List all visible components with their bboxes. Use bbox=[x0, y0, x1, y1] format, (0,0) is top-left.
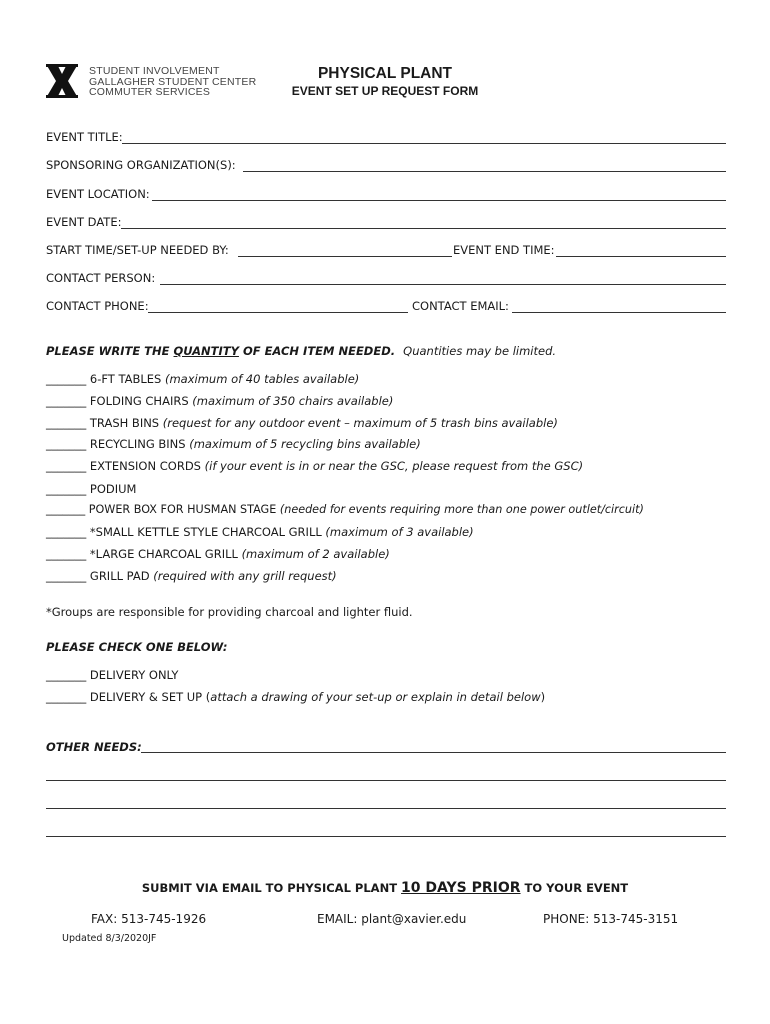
item-name: *SMALL KETTLE STYLE CHARCOAL GRILL bbox=[89, 525, 322, 539]
location-label: EVENT LOCATION: bbox=[46, 187, 150, 201]
check-option bbox=[46, 668, 178, 682]
logo-line: GALLAGHER STUDENT CENTER bbox=[89, 75, 257, 88]
instruction-note: Quantities may be limited. bbox=[403, 344, 557, 358]
page-subtitle: EVENT SET UP REQUEST FORM bbox=[291, 84, 479, 98]
item-name: POWER BOX FOR HUSMAN STAGE bbox=[88, 503, 277, 516]
submit-prefix: SUBMIT VIA EMAIL TO PHYSICAL PLANT bbox=[141, 881, 402, 895]
email-address: EMAIL: plant@xavier.edu bbox=[317, 912, 467, 926]
item-name: RECYCLING BINS bbox=[89, 437, 186, 451]
other-needs-field[interactable] bbox=[141, 752, 726, 753]
quantity-blank[interactable]: _______ bbox=[46, 394, 87, 408]
contact-person-label: CONTACT PERSON: bbox=[46, 271, 156, 285]
start-time-label: START TIME/SET-UP NEEDED BY: bbox=[46, 243, 229, 257]
contact-phone-field[interactable] bbox=[148, 312, 408, 313]
logo-line: STUDENT INVOLVEMENT bbox=[89, 65, 220, 77]
check-blank[interactable]: _______ bbox=[46, 690, 87, 704]
quantity-blank[interactable]: _______ bbox=[46, 569, 87, 583]
phone-number: PHONE: 513-745-3151 bbox=[543, 912, 679, 926]
item-note: (maximum of 5 recycling bins available) bbox=[189, 437, 421, 451]
item-name: *LARGE CHARCOAL GRILL bbox=[89, 547, 238, 561]
item-name: 6-FT TABLES bbox=[89, 372, 162, 386]
list-item bbox=[46, 525, 474, 539]
quantity-blank[interactable]: _______ bbox=[46, 459, 87, 473]
submit-emph: 10 DAYS PRIOR bbox=[401, 880, 521, 896]
item-name: TRASH BINS bbox=[89, 416, 160, 430]
other-needs-line[interactable] bbox=[46, 780, 726, 781]
submit-instruction bbox=[0, 880, 770, 896]
list-item bbox=[46, 569, 337, 583]
end-time-field[interactable] bbox=[556, 256, 726, 257]
sponsoring-field[interactable] bbox=[243, 171, 726, 172]
list-item bbox=[46, 372, 359, 386]
other-needs-line[interactable] bbox=[46, 808, 726, 809]
quantity-blank[interactable]: _______ bbox=[46, 437, 87, 451]
quantity-instruction bbox=[46, 344, 556, 358]
item-name: GRILL PAD bbox=[89, 569, 150, 583]
quantity-blank[interactable]: _______ bbox=[46, 525, 87, 539]
contact-email-label: CONTACT EMAIL: bbox=[412, 299, 509, 313]
item-note: (if your event is in or near the GSC, please request from the GSC) bbox=[204, 459, 584, 473]
item-note: (maximum of 40 tables available) bbox=[164, 372, 360, 386]
list-item bbox=[46, 394, 393, 408]
item-note: (required with any grill request) bbox=[153, 569, 337, 583]
check-option bbox=[46, 690, 545, 704]
instruction-emph: QUANTITY bbox=[173, 344, 239, 358]
item-note: (maximum of 350 chairs available) bbox=[192, 394, 394, 408]
fax-number: FAX: 513-745-1926 bbox=[91, 912, 207, 926]
quantity-blank[interactable]: _______ bbox=[46, 547, 87, 561]
list-item bbox=[46, 437, 421, 451]
other-needs-line[interactable] bbox=[46, 836, 726, 837]
contact-email-field[interactable] bbox=[512, 312, 726, 313]
option-name: DELIVERY ONLY bbox=[89, 668, 179, 682]
item-name: FOLDING CHAIRS bbox=[89, 394, 189, 408]
location-field[interactable] bbox=[152, 200, 726, 201]
date-field[interactable] bbox=[121, 228, 726, 229]
quantity-blank[interactable]: _______ bbox=[46, 503, 86, 516]
check-heading: PLEASE CHECK ONE BELOW: bbox=[46, 640, 228, 654]
item-note: (request for any outdoor event – maximum of 5 trash bins available) bbox=[162, 416, 558, 430]
other-needs-label: OTHER NEEDS: bbox=[46, 740, 142, 754]
option-close: ) bbox=[540, 690, 546, 704]
submit-suffix: TO YOUR EVENT bbox=[520, 881, 629, 895]
list-item bbox=[46, 547, 390, 561]
item-name: EXTENSION CORDS bbox=[89, 459, 201, 473]
quantity-blank[interactable]: _______ bbox=[46, 372, 87, 386]
list-item bbox=[46, 416, 558, 430]
page-title: PHYSICAL PLANT bbox=[317, 65, 453, 82]
option-name: DELIVERY & SET UP ( bbox=[89, 690, 211, 704]
date-label: EVENT DATE: bbox=[46, 215, 122, 229]
groups-note: *Groups are responsible for providing charcoal and lighter fluid. bbox=[46, 605, 413, 619]
list-item bbox=[46, 503, 644, 517]
sponsoring-label: SPONSORING ORGANIZATION(S): bbox=[46, 158, 236, 172]
item-note: (maximum of 2 available) bbox=[241, 547, 390, 561]
item-note: (needed for events requiring more than one power outlet/circuit) bbox=[279, 503, 644, 516]
quantity-blank[interactable]: _______ bbox=[46, 416, 87, 430]
event-title-field[interactable] bbox=[122, 143, 726, 144]
logo-line: COMMUTER SERVICES bbox=[89, 86, 211, 98]
item-name: PODIUM bbox=[89, 482, 137, 496]
instruction-suffix: OF EACH ITEM NEEDED. bbox=[238, 344, 396, 358]
check-blank[interactable]: _______ bbox=[46, 668, 87, 682]
instruction-prefix: PLEASE WRITE THE bbox=[46, 344, 174, 358]
updated-date: Updated 8/3/2020JF bbox=[62, 933, 157, 944]
list-item bbox=[46, 482, 136, 496]
quantity-blank[interactable]: _______ bbox=[46, 482, 87, 496]
option-note: attach a drawing of your set-up or explain in detail below bbox=[210, 690, 541, 704]
event-title-label: EVENT TITLE: bbox=[46, 130, 123, 144]
item-note: (maximum of 3 available) bbox=[325, 525, 474, 539]
contact-person-field[interactable] bbox=[160, 284, 726, 285]
list-item bbox=[46, 459, 583, 473]
contact-phone-label: CONTACT PHONE: bbox=[46, 299, 149, 313]
end-time-label: EVENT END TIME: bbox=[453, 243, 555, 257]
start-time-field[interactable] bbox=[238, 256, 452, 257]
